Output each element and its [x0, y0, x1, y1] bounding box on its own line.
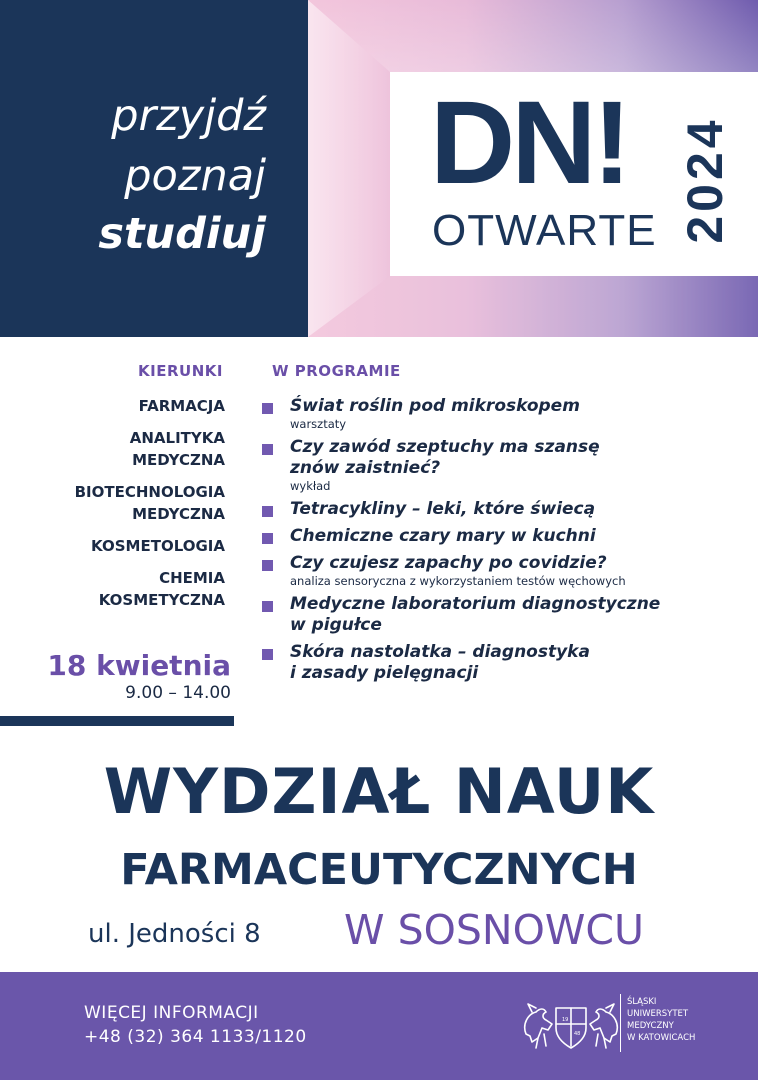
program-item-title: Chemiczne czary mary w kuchni — [290, 526, 596, 546]
program-item — [262, 553, 732, 588]
kierunek-item: BIOTECHNOLOGIA MEDYCZNA — [74, 483, 225, 523]
square-bullet-icon — [262, 533, 273, 544]
program-list — [262, 396, 732, 690]
event-year: 2024 — [677, 116, 733, 244]
program-item-title: Medyczne laboratorium diagnostyczne w pigułce — [290, 594, 661, 635]
kierunek-item: ANALITYKA MEDYCZNA — [129, 429, 225, 469]
event-title-word: OTWARTE — [432, 206, 657, 255]
square-bullet-icon — [262, 601, 273, 612]
program-item-subtitle: analiza sensoryczna z wykorzystaniem testów węchowych — [290, 574, 626, 588]
program-item-title: Czy zawód szeptuchy ma szansę znów zaistnieć? — [290, 437, 600, 478]
event-hours: 9.00 – 14.00 — [125, 683, 231, 703]
program-item-title: Tetracykliny – leki, które świecą — [290, 499, 596, 519]
program-item-title: Czy czujesz zapachy po covidzie? — [290, 553, 607, 573]
program-item — [262, 526, 732, 547]
square-bullet-icon — [262, 444, 273, 455]
program-item-subtitle: wykład — [290, 479, 331, 493]
faculty-title-line-1: WYDZIAŁ NAUK — [103, 755, 655, 828]
square-bullet-icon — [262, 560, 273, 571]
tagline-line-3: studiuj — [98, 209, 266, 259]
kierunki-list — [0, 395, 225, 621]
program-item — [262, 499, 732, 520]
program-item-title: Świat roślin pod mikroskopem — [290, 396, 580, 416]
logo-divider — [620, 994, 621, 1052]
university-name: ŚLĄSKI UNIWERSYTET MEDYCZNY W KATOWICACH — [627, 997, 696, 1043]
program-item — [262, 396, 732, 431]
program-item — [262, 437, 732, 493]
svg-text:48: 48 — [574, 1031, 581, 1037]
phone-number[interactable]: +48 (32) 364 1133/1120 — [84, 1027, 307, 1047]
kierunek-item: KOSMETOLOGIA — [91, 537, 225, 555]
program-item-title: Skóra nastolatka – diagnostyka i zasady pielęgnacji — [290, 642, 590, 683]
event-date: 18 kwietnia — [47, 649, 231, 682]
address: ul. Jedności 8 — [88, 919, 261, 949]
more-info-heading: WIĘCEJ INFORMACJI — [84, 1003, 259, 1023]
program-item — [262, 594, 732, 636]
city: W SOSNOWCU — [344, 906, 645, 954]
event-title-big: DN! — [430, 77, 628, 209]
faculty-title-line-2: FARMACEUTYCZNYCH — [120, 845, 638, 895]
square-bullet-icon — [262, 403, 273, 414]
program-item — [262, 642, 732, 684]
program-heading: W PROGRAMIE — [272, 362, 401, 380]
tagline-line-1: przyjdź — [111, 91, 266, 141]
university-crest-icon — [518, 994, 624, 1054]
kierunek-item: FARMACJA — [138, 397, 225, 415]
kierunki-heading: KIERUNKI — [138, 362, 223, 380]
divider-bar — [0, 716, 234, 726]
square-bullet-icon — [262, 649, 273, 660]
kierunek-item: CHEMIA KOSMETYCZNA — [98, 569, 225, 609]
program-item-subtitle: warsztaty — [290, 417, 347, 431]
svg-text:19: 19 — [562, 1017, 569, 1023]
tagline-line-2: poznaj — [124, 151, 266, 201]
square-bullet-icon — [262, 506, 273, 517]
